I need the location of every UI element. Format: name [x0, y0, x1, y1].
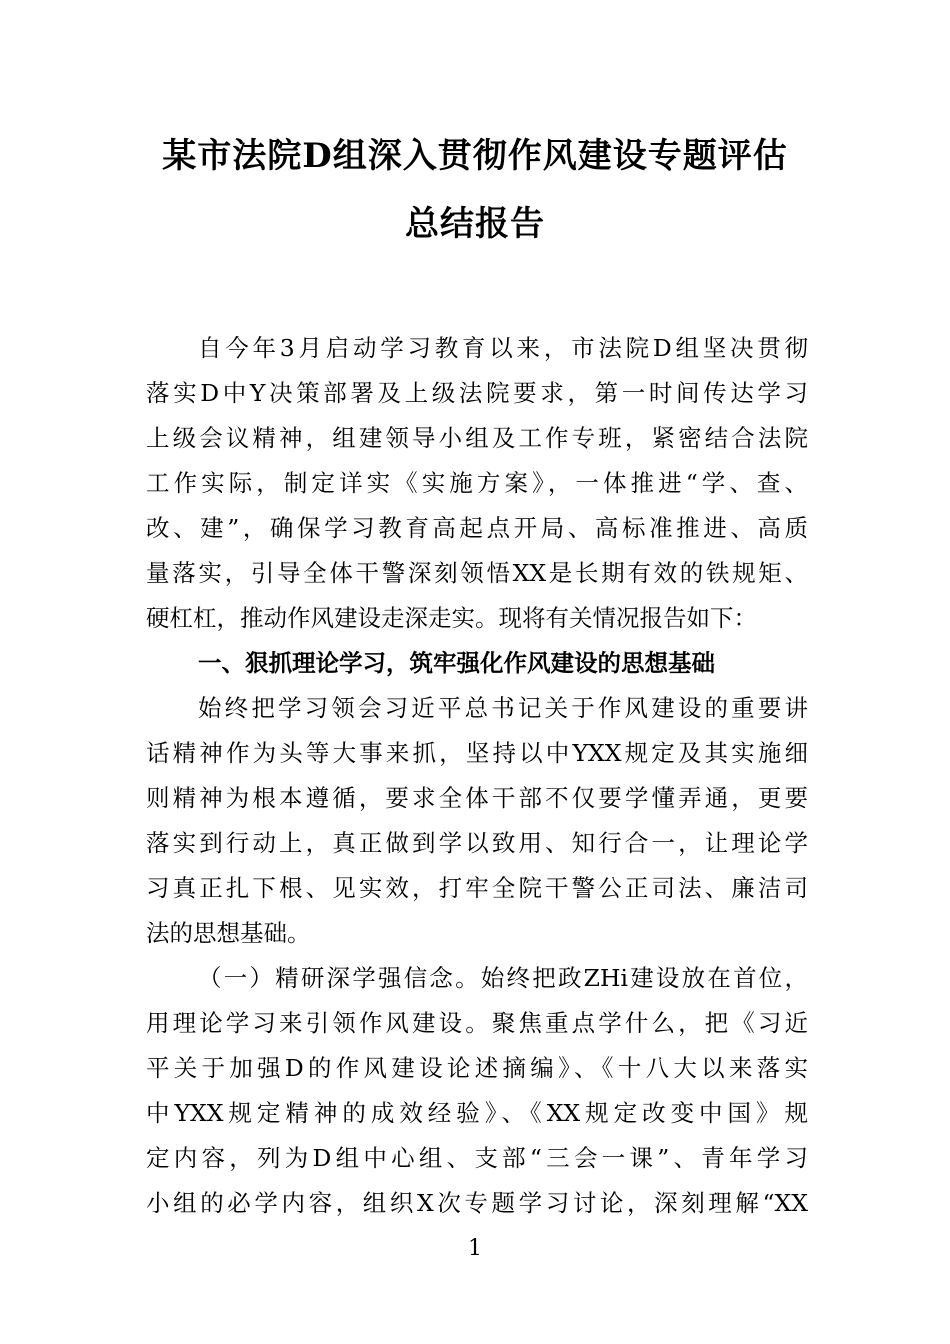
- section1-line: 话精神作为头等大事来抓，坚持以中YXX规定及其实施细: [146, 739, 808, 767]
- document-title-line-2: 总结报告: [405, 204, 545, 244]
- intro-line: 落实D中Y决策部署及上级法院要求，第一时间传达学习: [146, 379, 808, 407]
- subsection1-line: 用理论学习来引领作风建设。聚焦重点学什么，把《习近: [146, 1009, 808, 1037]
- section1-line: 始终把学习领会习近平总书记关于作风建设的重要讲: [198, 694, 808, 722]
- section1-line: 落实到行动上，真正做到学以致用、知行合一，让理论学: [146, 829, 808, 857]
- section-heading: 一、狠抓理论学习，筑牢强化作风建设的思想基础: [198, 649, 715, 677]
- page-number: 1: [468, 1236, 482, 1261]
- subsection1-line: 平关于加强D的作风建设论述摘编》、《十八大以来落实: [146, 1054, 808, 1082]
- intro-line: 自今年3月启动学习教育以来，市法院D组坚决贯彻: [198, 334, 808, 362]
- subsection1-line: （一）精研深学强信念。始终把政ZHi建设放在首位，: [198, 964, 808, 992]
- section1-line: 习真正扎下根、见实效，打牢全院干警公正司法、廉洁司: [146, 874, 808, 902]
- intro-line: 工作实际，制定详实《实施方案》，一体推进“学、查、: [146, 469, 808, 497]
- intro-line: 硬杠杠，推动作风建设走深走实。现将有关情况报告如下：: [146, 604, 757, 632]
- document-title-line-1: 某市法院D组深入贯彻作风建设专题评估: [162, 136, 788, 176]
- subsection1-line: 小组的必学内容，组织X次专题学习讨论，深刻理解“XX: [146, 1189, 808, 1217]
- subsection1-line: 中YXX规定精神的成效经验》、《XX规定改变中国》规: [146, 1099, 808, 1127]
- section1-line: 则精神为根本遵循，要求全体干部不仅要学懂弄通，更要: [146, 784, 808, 812]
- intro-line: 量落实，引导全体干警深刻领悟XX是长期有效的铁规矩、: [146, 559, 808, 587]
- intro-line: 上级会议精神，组建领导小组及工作专班，紧密结合法院: [146, 424, 808, 452]
- subsection1-line: 定内容，列为D组中心组、支部“三会一课”、青年学习: [146, 1144, 808, 1172]
- section1-line: 法的思想基础。: [146, 919, 311, 947]
- intro-line: 改、建”，确保学习教育高起点开局、高标准推进、高质: [146, 514, 808, 542]
